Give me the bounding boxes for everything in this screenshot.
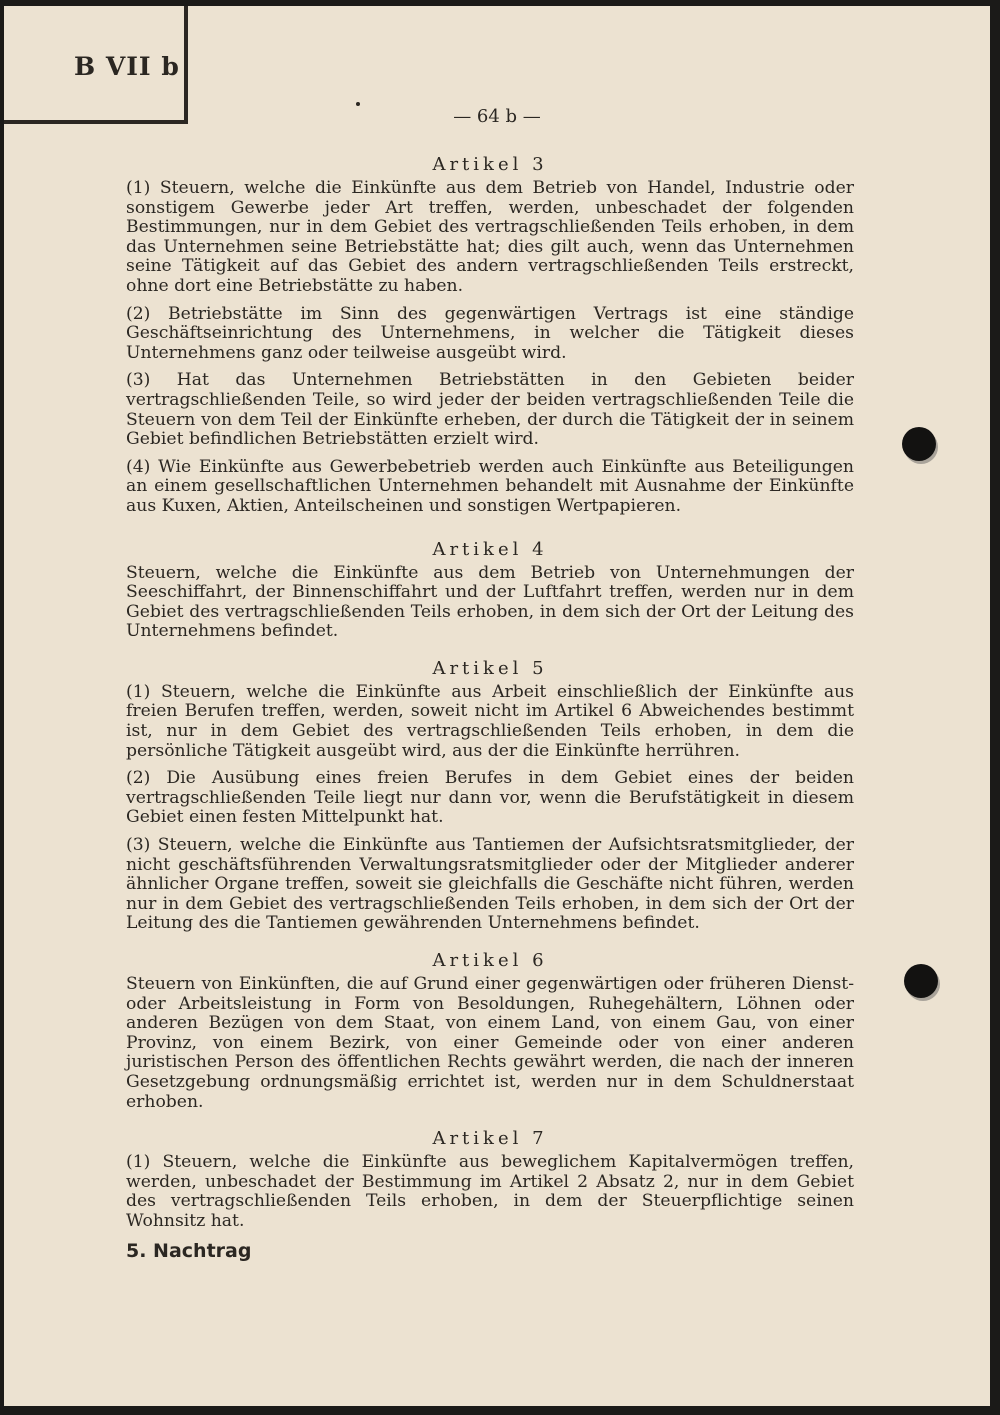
- article-6: [126, 950, 854, 1112]
- article-paragraph: (3) Hat das Unternehmen Betriebstätten in den Gebieten beider vertragschließenden Teile, so wird jeder der beiden vertragschließenden Teile die Steuern von dem Teil der Einkünfte erheben, der durch die Tätigkeit der in seinem Gebiet befindlichen Betriebstätten erzielt wird.: [126, 370, 854, 450]
- article-paragraph: (2) Die Ausübung eines freien Berufes in dem Gebiet eines der beiden vertragschließenden Teile liegt nur dann vor, wenn die Berufstätigkeit in diesem Gebiet einen festen Mittelpunkt hat.: [126, 768, 854, 828]
- page-number: — 64 b —: [453, 106, 541, 127]
- article-3: [126, 154, 854, 517]
- article-heading: Artikel 3: [432, 154, 548, 175]
- punch-hole-upper: [902, 427, 936, 461]
- article-paragraph: (1) Steuern, welche die Einkünfte aus dem Betrieb von Handel, Industrie oder sonstigem Gewerbe jeder Art treffen, werden, unbeschadet der folgenden Bestimmungen, nur in dem Gebiet des vertragschließenden Teils erhoben, in dem das Unternehmen seine Betriebstätte hat; dies gilt auch, wenn das Unternehmen seine Tätigkeit auf das Gebiet des andern vertragschließenden Teils erstreckt, ohne dort eine Betriebstätte zu haben.: [126, 178, 854, 296]
- article-5: [126, 658, 854, 934]
- article-paragraph: (1) Steuern, welche die Einkünfte aus Arbeit einschließlich der Einkünfte aus freien Berufen treffen, werden, soweit nicht im Artikel 6 Abweichendes bestimmt ist, nur in dem Gebiet des vertragschließenden Teils erhoben, in dem die persönliche Tätigkeit ausgeübt wird, aus der die Einkünfte herrühren.: [126, 681, 854, 761]
- supplement-label: 5. Nachtrag: [126, 1239, 252, 1262]
- article-paragraph: (1) Steuern, welche die Einkünfte aus beweglichem Kapitalvermögen treffen, werden, unbeschadet der Bestimmung im Artikel 2 Absatz 2, nur in dem Gebiet des vertragschließenden Teils erhoben, in dem der Steuerpflichtige seinen Wohnsitz hat.: [126, 1152, 854, 1231]
- document-body: [126, 154, 854, 1262]
- article-paragraph: (3) Steuern, welche die Einkünfte aus Tantiemen der Aufsichtsratsmitglieder, der nicht geschäftsführenden Verwaltungsratsmitglieder oder der Mitglieder anderer ähnlicher Organe treffen, soweit sie gleichfalls die Geschäfte nicht führen, werden nur in dem Gebiet des vertragschließenden Teils erhoben, in dem sich der Ort der Leitung des die Tantiemen gewährenden Unternehmens befindet.: [126, 835, 854, 934]
- article-heading: Artikel 5: [432, 657, 548, 679]
- article-heading: Artikel 4: [432, 538, 548, 560]
- article-paragraph: (2) Betriebstätte im Sinn des gegenwärtigen Vertrags ist eine ständige Geschäftseinrichtung des Unternehmens, in welcher die Tätigkeit dieses Unternehmens ganz oder teilweise ausgeübt wird.: [126, 303, 854, 363]
- article-paragraph: Steuern, welche die Einkünfte aus dem Betrieb von Unternehmungen der Seeschiffahrt, der Binnenschiffahrt und der Luftfahrt treffen, werden nur in dem Gebiet des vertragschließenden Teils erhoben, in dem sich der Ort der Leitung des Unternehmens befindet.: [126, 562, 854, 642]
- article-4: [126, 539, 854, 642]
- article-7: [126, 1128, 854, 1231]
- article-paragraph: (4) Wie Einkünfte aus Gewerbebetrieb werden auch Einkünfte aus Beteiligungen an einem gesellschaftlichen Unternehmen behandelt mit Ausnahme der Einkünfte aus Kuxen, Aktien, Anteilscheinen und sonstigen Wertpapieren.: [126, 456, 854, 516]
- article-paragraph: Steuern von Einkünften, die auf Grund einer gegenwärtigen oder früheren Dienst- oder Arbeitsleistung in Form von Besoldungen, Ruhegehältern, Löhnen oder anderen Bezügen von dem Staat, von einem Land, von einem Gau, von einer Provinz, von einem Bezirk, von einer Gemeinde oder von einer anderen juristischen Person des öffentlichen Rechts gewährt werden, die nach der inneren Gesetzgebung ordnungsmäßig errichtet ist, werden nur in dem Schuldnerstaat erhoben.: [126, 974, 854, 1112]
- punch-hole-lower: [904, 964, 938, 998]
- article-heading: Artikel 6: [432, 950, 548, 971]
- article-heading: Artikel 7: [432, 1128, 548, 1150]
- section-tag: B VII b: [74, 52, 180, 81]
- document-page: [4, 6, 990, 1406]
